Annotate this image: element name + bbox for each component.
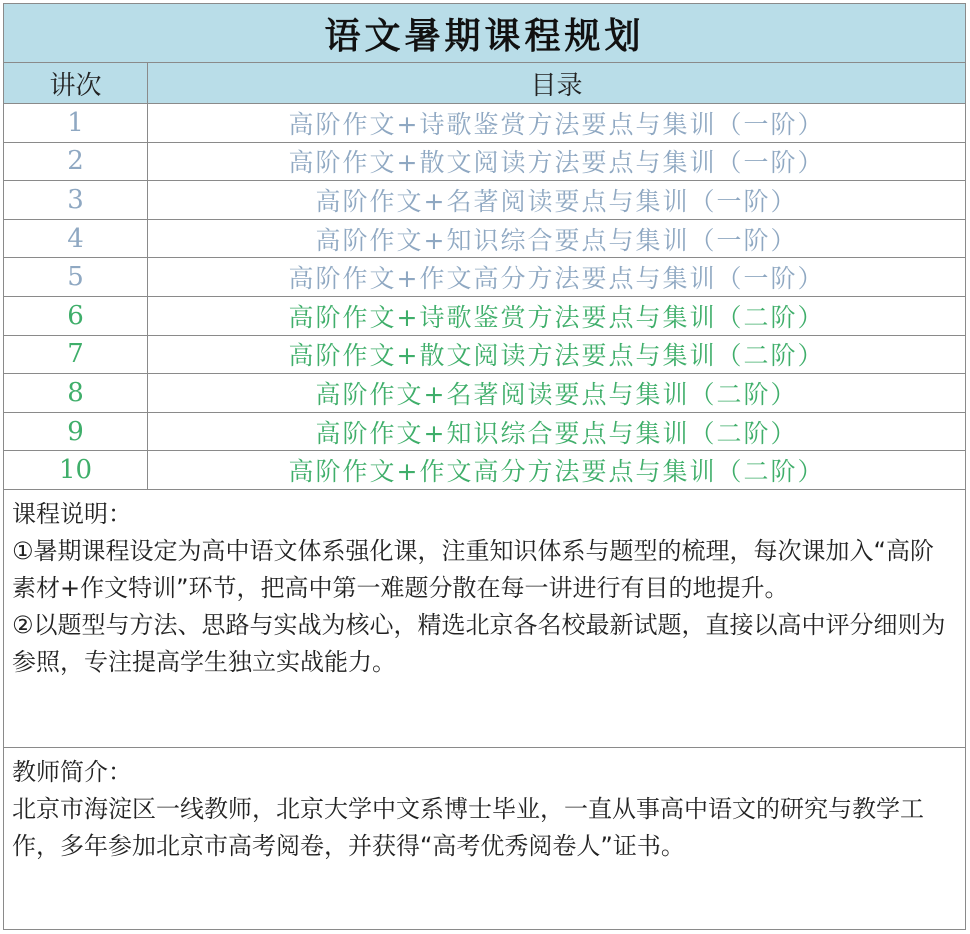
table-row [4, 181, 965, 220]
table-row [4, 297, 965, 336]
lesson-topic: 高阶作文+名著阅读要点与集训（一阶） [315, 186, 798, 216]
lesson-number: 6 [4, 297, 148, 335]
header-lesson: 讲次 [4, 63, 148, 103]
lesson-number: 8 [4, 374, 148, 412]
header-contents: 目录 [530, 70, 583, 101]
lesson-topic: 高阶作文+知识综合要点与集训（一阶） [315, 225, 798, 255]
course-plan-sheet [3, 3, 966, 930]
lesson-topic: 高阶作文+名著阅读要点与集训（二阶） [315, 379, 798, 409]
lesson-number: 10 [4, 451, 148, 489]
course-description-heading: 课程说明： [12, 499, 132, 528]
table-row [4, 143, 965, 182]
table-header [4, 63, 965, 104]
lesson-topic: 高阶作文+诗歌鉴赏方法要点与集训（二阶） [288, 302, 825, 332]
lesson-topic: 高阶作文+散文阅读方法要点与集训（一阶） [288, 148, 825, 178]
course-description [4, 490, 965, 748]
lesson-topic: 高阶作文+作文高分方法要点与集训（二阶） [288, 457, 825, 487]
table-row [4, 258, 965, 297]
lesson-number: 2 [4, 143, 148, 181]
table-row [4, 336, 965, 375]
course-description-point-2: ②以题型与方法、思路与实战为核心，精选北京各名校最新试题，直接以高中评分细则为参照，专注提高学生独立实战能力。 [12, 610, 946, 676]
course-description-point-1: ①暑期课程设定为高中语文体系强化课，注重知识体系与题型的梳理，每次课加入“高阶素材+作文特训”环节，把高中第一难题分散在每一讲进行有目的地提升。 [12, 536, 934, 602]
table-row [4, 374, 965, 413]
teacher-intro-heading: 教师简介： [12, 757, 132, 786]
lesson-number: 1 [4, 104, 148, 142]
table-row [4, 104, 965, 143]
lesson-topic: 高阶作文+散文阅读方法要点与集训（二阶） [288, 341, 825, 371]
lesson-number: 5 [4, 258, 148, 296]
lesson-number: 3 [4, 181, 148, 219]
lesson-number: 9 [4, 413, 148, 451]
lesson-topic: 高阶作文+诗歌鉴赏方法要点与集训（一阶） [288, 109, 825, 139]
table-row [4, 413, 965, 452]
lesson-number: 7 [4, 336, 148, 374]
table-row [4, 451, 965, 490]
lesson-number: 4 [4, 220, 148, 258]
page-title: 语文暑期课程规划 [4, 4, 965, 63]
table-row [4, 220, 965, 259]
table-body [4, 104, 965, 490]
teacher-intro-text: 北京市海淀区一线教师，北京大学中文系博士毕业，一直从事高中语文的研究与教学工作，多年参加北京市高考阅卷，并获得“高考优秀阅卷人”证书。 [12, 794, 924, 860]
lesson-topic: 高阶作文+知识综合要点与集训（二阶） [315, 418, 798, 448]
lesson-topic: 高阶作文+作文高分方法要点与集训（一阶） [288, 264, 825, 294]
teacher-intro [4, 748, 965, 865]
